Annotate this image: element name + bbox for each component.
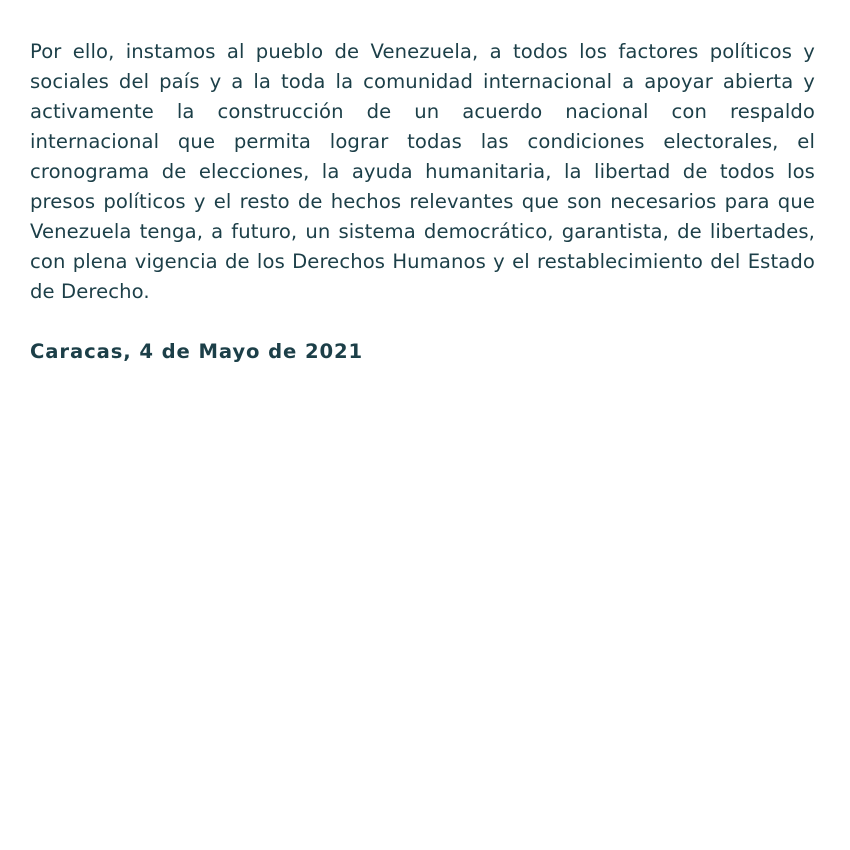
place-date-line: Caracas, 4 de Mayo de 2021 — [30, 340, 364, 363]
document-page — [30, 37, 815, 367]
statement-paragraph: Por ello, instamos al pueblo de Venezuela, a todos los factores políticos y sociales del país y a la toda la comunidad internacional a apoyar abierta y activamente la construcción de un acuerdo nacional con respaldo internacional que permita lograr todas las condiciones electorales, el cronograma de elecciones, la ayuda humanitaria, la libertad de todos los presos políticos y el resto de hechos relevantes que son necesarios para que Venezuela tenga, a futuro, un sistema democrático, garantista, de libertades, con plena vigencia de los Derechos Humanos y el restablecimiento del Estado de Derecho. — [30, 40, 815, 303]
